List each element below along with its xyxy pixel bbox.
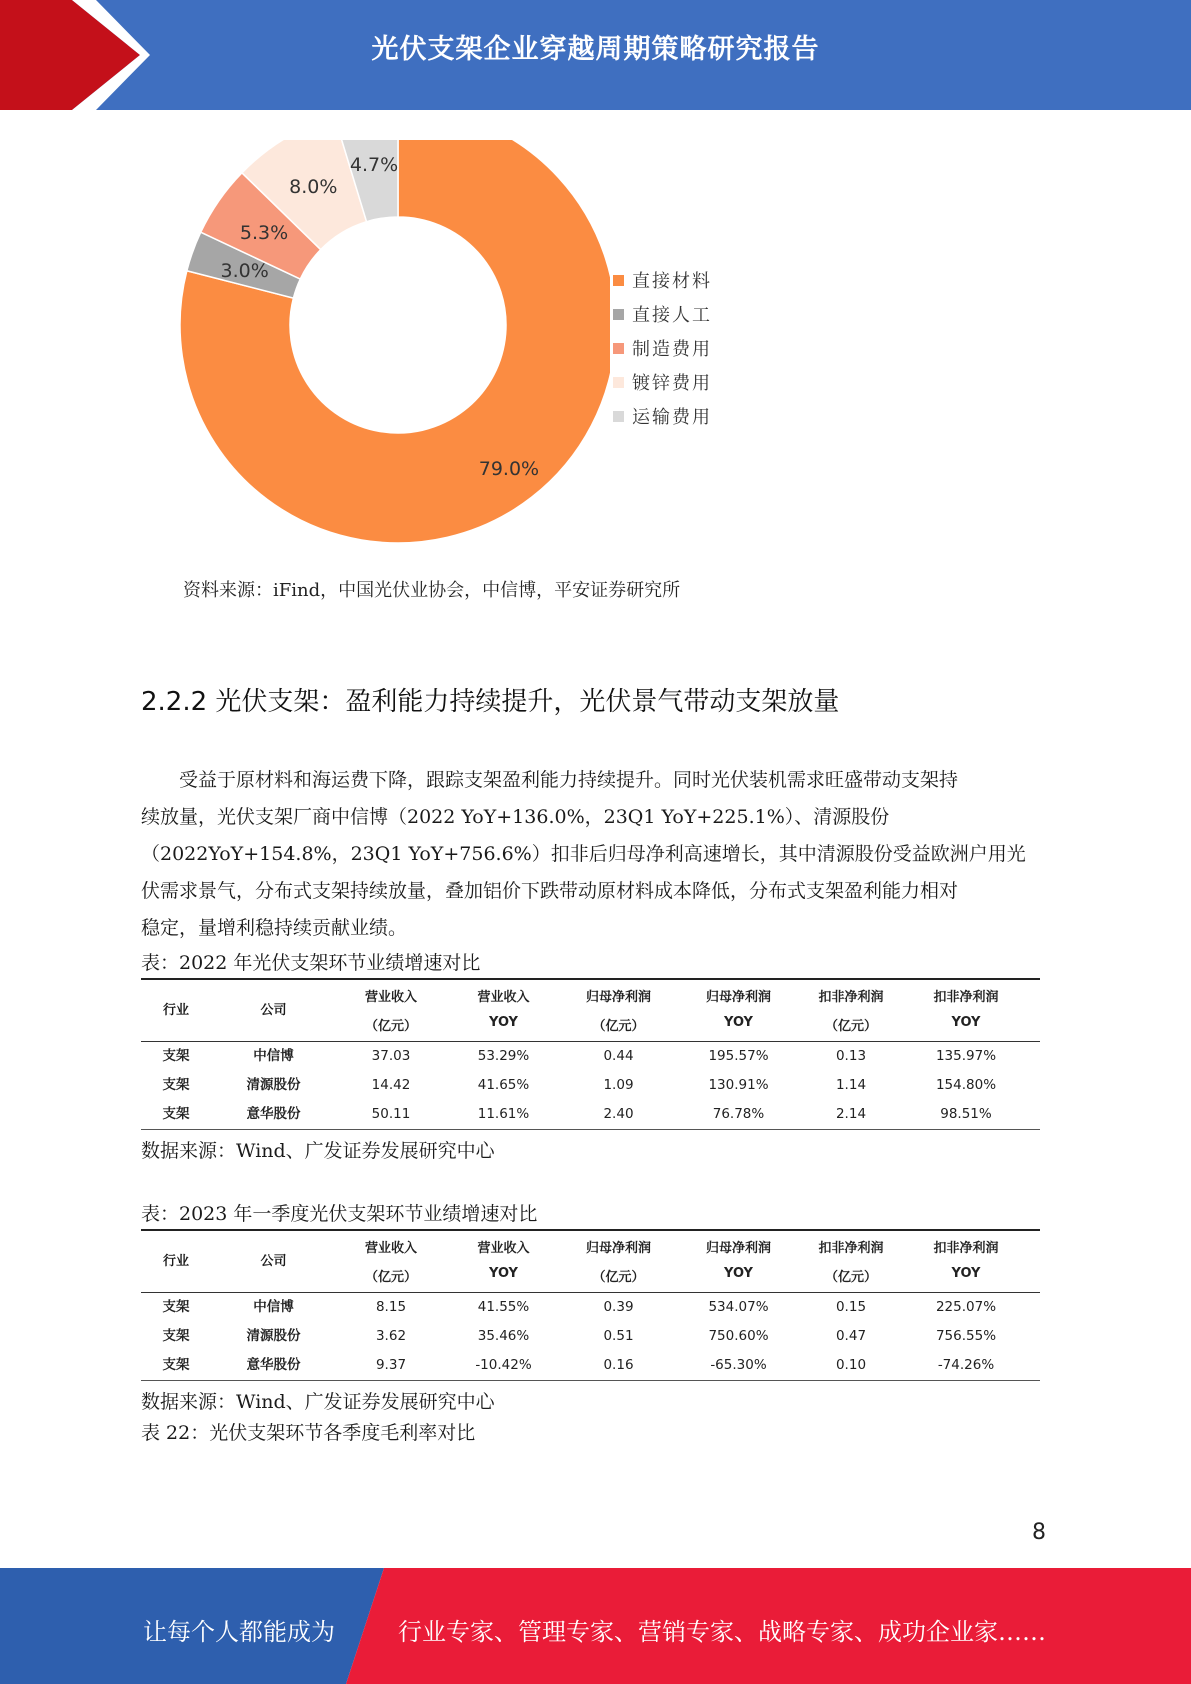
paragraph-line: 受益于原材料和海运费下降，跟踪支架盈利能力持续提升。同时光伏装机需求旺盛带动支架持 <box>141 769 959 791</box>
table-cell: 0.10 <box>835 1357 867 1373</box>
table-row <box>141 1351 1040 1380</box>
table-cell: 支架 <box>162 1106 190 1122</box>
next-table-caption: 表 22：光伏支架环节各季度毛利率对比 <box>141 1422 476 1444</box>
table-cell: 支架 <box>162 1328 190 1344</box>
legend-swatch <box>613 275 624 286</box>
table-cell: 中信博 <box>253 1299 294 1315</box>
header-cell-bottom: YOY <box>724 1015 753 1030</box>
table-cell: 1.14 <box>835 1077 867 1093</box>
header-cell-top: 扣非净利润 <box>933 990 999 1005</box>
table-cell: 2.14 <box>835 1106 867 1122</box>
table-row <box>141 1293 1040 1322</box>
table-row <box>141 1042 1040 1071</box>
table-cell: 50.11 <box>371 1106 411 1122</box>
table-cell: 41.65% <box>477 1077 530 1093</box>
table-row <box>141 1071 1040 1100</box>
header-cell-top: 归母净利润 <box>705 990 771 1005</box>
paragraph-line: （2022YoY+154.8%，23Q1 YoY+756.6%）扣非后归母净利高速增长，其中清源股份受益欧洲户用光 <box>141 843 1026 865</box>
page-header <box>0 0 1191 110</box>
legend-item <box>613 263 712 297</box>
header-cell: 公司 <box>260 1003 287 1018</box>
table-cell: 756.55% <box>935 1328 997 1344</box>
section-paragraph <box>141 762 1046 947</box>
legend-swatch <box>613 377 624 388</box>
table-cell: 0.13 <box>835 1048 867 1064</box>
table-cell: -74.26% <box>937 1357 995 1373</box>
table-cell: 清源股份 <box>246 1328 301 1344</box>
table-header <box>141 1231 1040 1293</box>
table-cell: 154.80% <box>935 1077 997 1093</box>
legend-label: 运输费用 <box>632 407 712 428</box>
table2-source: 数据来源：Wind、广发证券发展研究中心 <box>141 1391 495 1413</box>
section-heading: 2.2.2 光伏支架：盈利能力持续提升，光伏景气带动支架放量 <box>141 687 840 717</box>
table-cell: 225.07% <box>935 1299 997 1315</box>
table-cell: 534.07% <box>708 1299 769 1315</box>
header-cell-bottom: （亿元） <box>592 1270 645 1285</box>
table2-caption: 表：2023 年一季度光伏支架环节业绩增速对比 <box>141 1203 538 1225</box>
table-cell: 14.42 <box>371 1077 411 1093</box>
table-cell: 37.03 <box>371 1048 411 1064</box>
table-row <box>141 1322 1040 1351</box>
header-cell-top: 营业收入 <box>477 1241 530 1256</box>
table-cell: 750.60% <box>708 1328 769 1344</box>
table-cell: 98.51% <box>940 1106 992 1122</box>
header-cell-top: 扣非净利润 <box>818 990 884 1005</box>
table-cell: 1.09 <box>603 1077 634 1093</box>
table-cell: 0.44 <box>603 1048 634 1064</box>
table-cell: 支架 <box>162 1048 190 1064</box>
table-header <box>141 980 1040 1042</box>
legend-item <box>613 399 712 433</box>
table-cell: 35.46% <box>477 1328 530 1344</box>
table-cell: 支架 <box>162 1077 190 1093</box>
legend-label: 制造费用 <box>632 339 712 360</box>
table-cell: -10.42% <box>475 1357 532 1373</box>
donut-chart <box>180 140 610 560</box>
legend-item <box>613 297 712 331</box>
footer-slogan-left: 让每个人都能成为 <box>143 1618 335 1646</box>
table-cell: 130.91% <box>708 1077 769 1093</box>
table-cell: 意华股份 <box>246 1357 301 1373</box>
table-cell: 9.37 <box>375 1357 407 1373</box>
header-cell: 行业 <box>162 1003 189 1018</box>
footer-slogan-right: 行业专家、管理专家、营销专家、战略专家、成功企业家…… <box>398 1618 1046 1646</box>
table-cell: 11.61% <box>477 1106 530 1122</box>
table-cell: -65.30% <box>710 1357 767 1373</box>
legend-swatch <box>613 343 624 354</box>
table-cell: 135.97% <box>935 1048 997 1064</box>
legend-label: 镀锌费用 <box>632 373 712 394</box>
header-cell-top: 归母净利润 <box>585 1241 651 1256</box>
header-cell-bottom: YOY <box>724 1266 753 1281</box>
table-row <box>141 1100 1040 1129</box>
header-cell: 公司 <box>260 1254 287 1269</box>
table1 <box>141 978 1040 1130</box>
table-cell: 195.57% <box>708 1048 769 1064</box>
header-cell-bottom: （亿元） <box>364 1019 417 1034</box>
legend-swatch <box>613 309 624 320</box>
header-cell-bottom: （亿元） <box>364 1270 417 1285</box>
slice-label: 8.0% <box>289 175 338 198</box>
header-cell-bottom: YOY <box>951 1015 981 1030</box>
header-cell-top: 归母净利润 <box>705 1241 771 1256</box>
table-cell: 0.51 <box>603 1328 634 1344</box>
legend-label: 直接材料 <box>632 271 712 292</box>
header-cell-top: 营业收入 <box>364 1241 417 1256</box>
table1-source: 数据来源：Wind、广发证券发展研究中心 <box>141 1140 495 1162</box>
legend-item <box>613 331 712 365</box>
table-cell: 清源股份 <box>246 1077 301 1093</box>
header-cell-bottom: YOY <box>951 1266 981 1281</box>
paragraph-line: 续放量，光伏支架厂商中信博（2022 YoY+136.0%，23Q1 YoY+225.1%）、清源股份 <box>141 806 890 828</box>
chart-legend <box>613 263 712 433</box>
table-cell: 支架 <box>162 1357 190 1373</box>
table-cell: 支架 <box>162 1299 190 1315</box>
header-cell-bottom: YOY <box>489 1266 518 1281</box>
table-cell: 2.40 <box>603 1106 634 1122</box>
slice-label: 4.7% <box>349 153 399 176</box>
table1-caption: 表：2022 年光伏支架环节业绩增速对比 <box>141 952 481 974</box>
table-cell: 53.29% <box>477 1048 530 1064</box>
table-cell: 0.39 <box>603 1299 634 1315</box>
page-number: 8 <box>1032 1520 1046 1545</box>
slice-label: 79.0% <box>478 458 540 481</box>
header-cell-top: 扣非净利润 <box>933 1241 999 1256</box>
chart-source: 资料来源：iFind，中国光伏业协会，中信博，平安证券研究所 <box>183 580 681 601</box>
table2 <box>141 1229 1040 1381</box>
table-cell: 0.47 <box>835 1328 867 1344</box>
table-cell: 76.78% <box>712 1106 765 1122</box>
slice-label: 3.0% <box>220 259 269 282</box>
table-cell: 意华股份 <box>246 1106 301 1122</box>
paragraph-line: 伏需求景气，分布式支架持续放量，叠加铝价下跌带动原材料成本降低，分布式支架盈利能力相对 <box>141 880 959 902</box>
header-cell-top: 营业收入 <box>477 990 530 1005</box>
table-cell: 0.16 <box>603 1357 634 1373</box>
header-title: 光伏支架企业穿越周期策略研究报告 <box>371 34 820 65</box>
header-cell-top: 营业收入 <box>364 990 417 1005</box>
legend-swatch <box>613 411 624 422</box>
table-cell: 0.15 <box>835 1299 867 1315</box>
header-cell-bottom: （亿元） <box>824 1270 877 1285</box>
table-cell: 41.55% <box>477 1299 530 1315</box>
table-cell: 中信博 <box>253 1048 294 1064</box>
header-cell-top: 扣非净利润 <box>818 1241 884 1256</box>
header-cell-top: 归母净利润 <box>585 990 651 1005</box>
header-cell-bottom: （亿元） <box>824 1019 877 1034</box>
header-cell: 行业 <box>162 1254 189 1269</box>
legend-item <box>613 365 712 399</box>
table-cell: 8.15 <box>375 1299 407 1315</box>
legend-label: 直接人工 <box>632 305 712 326</box>
header-cell-bottom: （亿元） <box>592 1019 645 1034</box>
slice-label: 5.3% <box>239 222 289 245</box>
paragraph-line: 稳定，量增利稳持续贡献业绩。 <box>141 917 408 939</box>
table-cell: 3.62 <box>375 1328 407 1344</box>
header-cell-bottom: YOY <box>489 1015 518 1030</box>
